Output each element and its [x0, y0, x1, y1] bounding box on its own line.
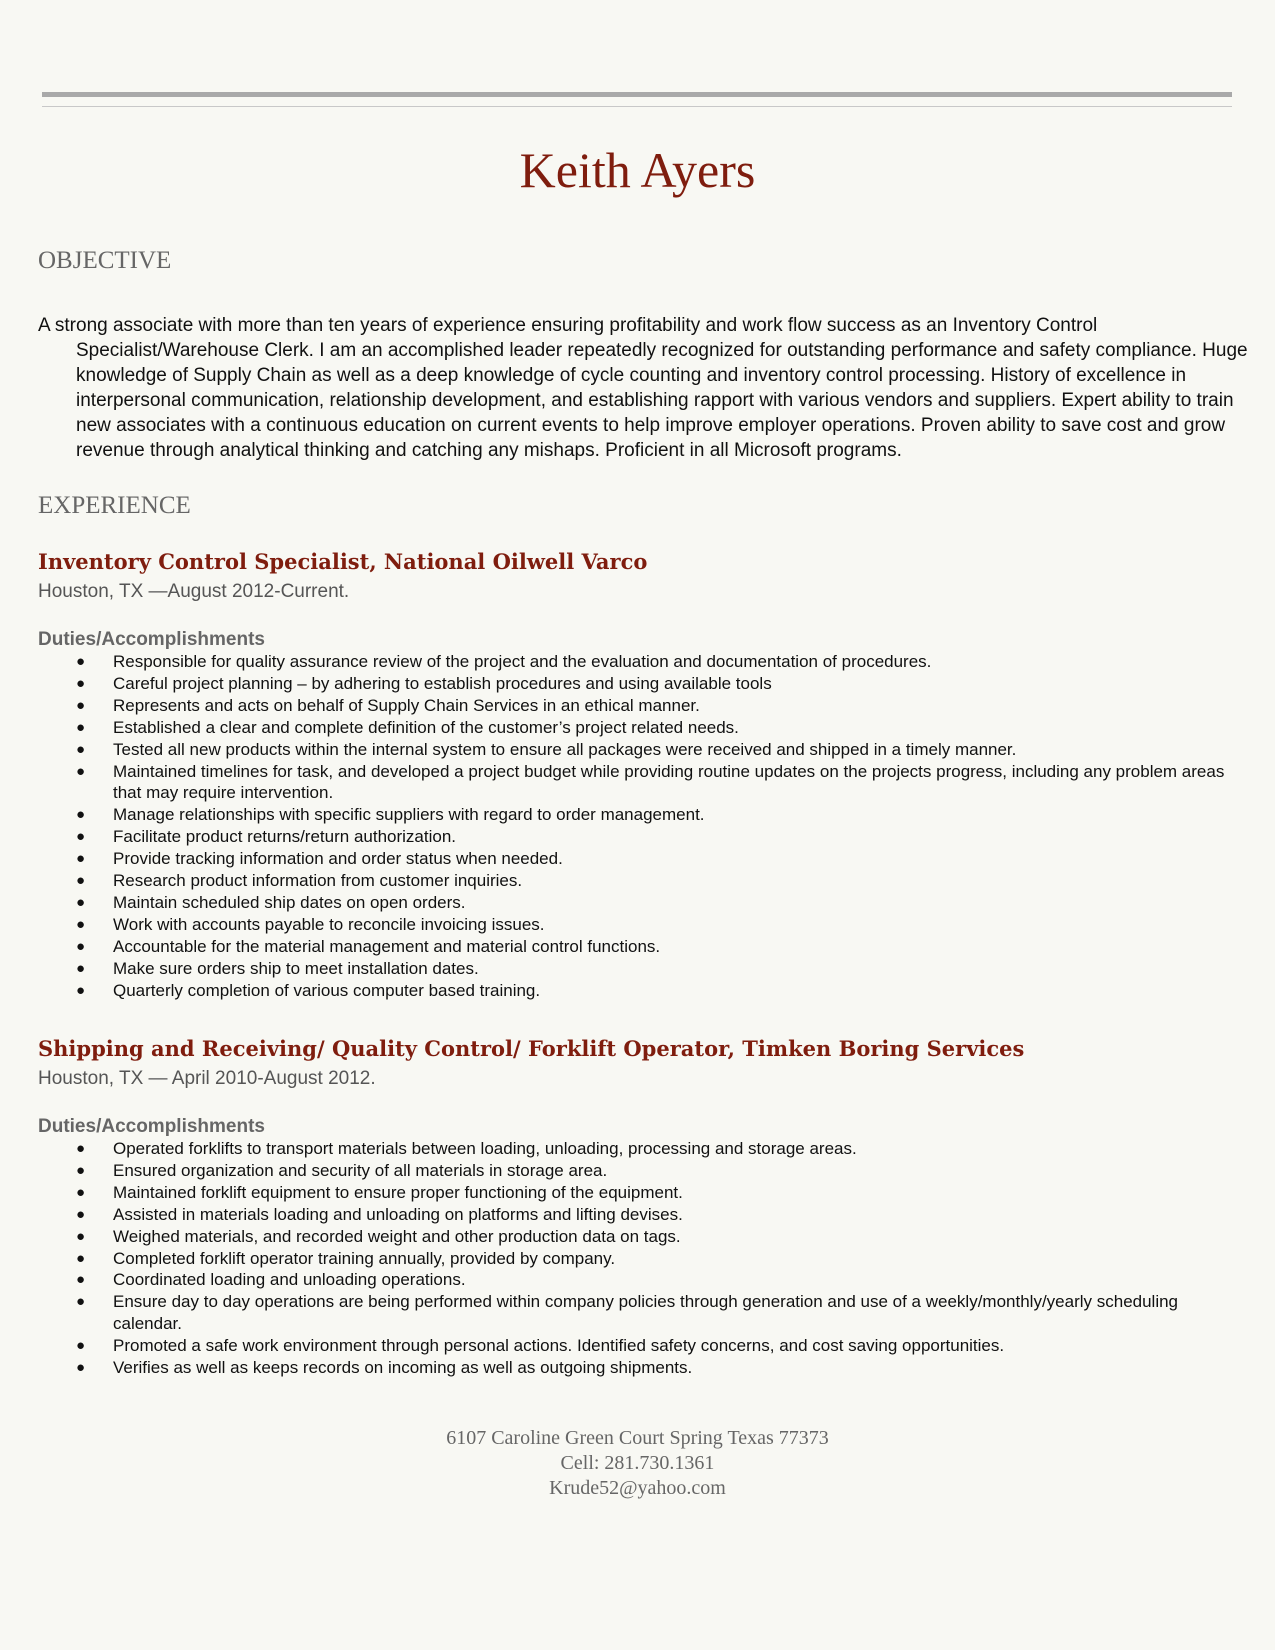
- duty-item: [38, 980, 1233, 1002]
- bullet-icon: ●: [76, 1205, 86, 1223]
- job-location-dates: Houston, TX —August 2012-Current.: [38, 581, 350, 602]
- duty-text: Maintained timelines for task, and developed a project budget while providing routine updates on the projects progress, including any problem areas that may require intervention.: [113, 761, 1225, 803]
- objective-heading: OBJECTIVE: [38, 247, 172, 274]
- bullet-icon: ●: [76, 1293, 86, 1311]
- bullet-icon: ●: [76, 696, 86, 714]
- bullet-icon: ●: [76, 1161, 86, 1179]
- bullet-icon: ●: [76, 1271, 86, 1289]
- duty-item: [38, 1335, 1233, 1357]
- duties-list: [38, 651, 1233, 1002]
- duty-text: Established a clear and complete definition of the customer’s project related needs.: [113, 717, 739, 737]
- header-rule-thick: [42, 92, 1232, 97]
- duty-item: [38, 717, 1233, 739]
- bullet-icon: ●: [76, 1249, 86, 1267]
- duty-item: [38, 826, 1233, 848]
- bullet-icon: ●: [76, 937, 86, 955]
- duty-item: [38, 914, 1233, 936]
- job-title: Shipping and Receiving/ Quality Control/ Forklift Operator, Timken Boring Services: [38, 1036, 1025, 1061]
- contact-cell: Cell: 281.730.1361: [560, 1452, 715, 1474]
- job-entry: [38, 548, 1233, 1002]
- duty-text: Manage relationships with specific suppliers with regard to order management.: [113, 805, 705, 825]
- duty-text: Verifies as well as keeps records on incoming as well as outgoing shipments.: [113, 1358, 693, 1378]
- duty-item: [38, 695, 1233, 717]
- bullet-icon: ●: [76, 959, 86, 977]
- bullet-icon: ●: [76, 740, 86, 758]
- contact-block: [0, 1426, 1275, 1501]
- duty-item: [38, 958, 1233, 980]
- duties-heading: Duties/Accomplishments: [38, 1116, 265, 1137]
- duty-item: [38, 1182, 1233, 1204]
- duty-text: Quarterly completion of various computer based training.: [113, 980, 541, 1000]
- bullet-icon: ●: [76, 1183, 86, 1201]
- bullet-icon: ●: [76, 806, 86, 824]
- duties-heading: Duties/Accomplishments: [38, 629, 265, 650]
- duty-item: [38, 1160, 1233, 1182]
- bullet-icon: ●: [76, 1359, 86, 1377]
- duty-text: Represents and acts on behalf of Supply Chain Services in an ethical manner.: [113, 695, 700, 715]
- bullet-icon: ●: [76, 915, 86, 933]
- bullet-icon: ●: [76, 762, 86, 780]
- duty-text: Weighed materials, and recorded weight and other production data on tags.: [113, 1226, 681, 1246]
- duty-item: [38, 673, 1233, 695]
- duty-text: Responsible for quality assurance review of the project and the evaluation and documentation of procedures.: [113, 652, 932, 671]
- contact-email: Krude52@yahoo.com: [549, 1477, 726, 1499]
- bullet-icon: ●: [76, 653, 86, 670]
- job-entry: [38, 1035, 1233, 1379]
- duty-item: [38, 804, 1233, 826]
- duty-text: Completed forklift operator training annually, provided by company.: [113, 1248, 616, 1268]
- experience-heading: EXPERIENCE: [38, 492, 191, 519]
- bullet-icon: ●: [76, 718, 86, 736]
- duty-text: Assisted in materials loading and unloading on platforms and lifting devises.: [113, 1204, 683, 1224]
- contact-address: 6107 Caroline Green Court Spring Texas 77373: [446, 1427, 829, 1449]
- duty-item: [38, 1226, 1233, 1248]
- bullet-icon: ●: [76, 981, 86, 999]
- duty-text: Work with accounts payable to reconcile invoicing issues.: [113, 914, 545, 934]
- duty-item: [38, 651, 1233, 673]
- duty-item: [38, 892, 1233, 914]
- bullet-icon: ●: [76, 850, 86, 868]
- duty-item: [38, 848, 1233, 870]
- job-title: Inventory Control Specialist, National Oilwell Varco: [38, 549, 648, 574]
- duty-text: Ensured organization and security of all materials in storage area.: [113, 1160, 608, 1180]
- header-rule-thin: [42, 106, 1232, 107]
- duties-list: [38, 1138, 1233, 1379]
- objective-text: A strong associate with more than ten years of experience ensuring profitability and work flow success as an Inventory Control Specialist/Warehouse Clerk. I am an accomplished leader repeatedly recognized for outstanding performance and safety compliance. Huge knowledge of Supply Chain as well as a deep knowledge of cycle counting and inventory control processing. History of excellence in interpersonal communication, relationship development, and establishing rapport with various vendors and suppliers. Expert ability to train new associates with a continuous education on current events to help improve employer operations. Proven ability to save cost and grow revenue through analytical thinking and catching any mishaps. Proficient in all Microsoft programs.: [38, 315, 1248, 461]
- duty-item: [38, 1269, 1233, 1291]
- duty-text: Accountable for the material management and material control functions.: [113, 936, 661, 956]
- bullet-icon: ●: [76, 893, 86, 911]
- duty-text: Tested all new products within the internal system to ensure all packages were received and shipped in a timely manner.: [113, 739, 1017, 759]
- duty-item: [38, 1248, 1233, 1270]
- bullet-icon: ●: [76, 1337, 86, 1355]
- bullet-icon: ●: [76, 828, 86, 846]
- bullet-icon: ●: [76, 872, 86, 890]
- duty-item: [38, 761, 1233, 805]
- duty-item: [38, 1204, 1233, 1226]
- duty-text: Coordinated loading and unloading operations.: [113, 1270, 466, 1290]
- candidate-name: Keith Ayers: [519, 142, 756, 198]
- bullet-icon: ●: [76, 1140, 86, 1157]
- duty-item: [38, 936, 1233, 958]
- duty-text: Provide tracking information and order status when needed.: [113, 849, 563, 869]
- duty-text: Research product information from customer inquiries.: [113, 871, 523, 891]
- duty-item: [38, 1357, 1233, 1379]
- bullet-icon: ●: [76, 674, 86, 692]
- duty-text: Maintained forklift equipment to ensure proper functioning of the equipment.: [113, 1182, 683, 1202]
- duty-text: Operated forklifts to transport materials between loading, unloading, processing and storage areas.: [113, 1139, 857, 1158]
- duty-item: [38, 1291, 1233, 1335]
- duty-text: Careful project planning – by adhering to establish procedures and using available tools: [113, 673, 772, 693]
- bullet-icon: ●: [76, 1227, 86, 1245]
- job-location-dates: Houston, TX — April 2010-August 2012.: [38, 1068, 376, 1089]
- duty-text: Maintain scheduled ship dates on open orders.: [113, 892, 466, 912]
- duty-text: Promoted a safe work environment through personal actions. Identified safety concerns, and cost saving opportunities.: [113, 1336, 1005, 1356]
- duty-text: Make sure orders ship to meet installation dates.: [113, 958, 479, 978]
- duty-item: [38, 739, 1233, 761]
- duty-item: [38, 1138, 1233, 1160]
- duty-item: [38, 870, 1233, 892]
- duty-text: Ensure day to day operations are being performed within company policies through generation and use of a weekly/monthly/yearly scheduling calendar.: [113, 1292, 1179, 1334]
- duty-text: Facilitate product returns/return authorization.: [113, 827, 457, 847]
